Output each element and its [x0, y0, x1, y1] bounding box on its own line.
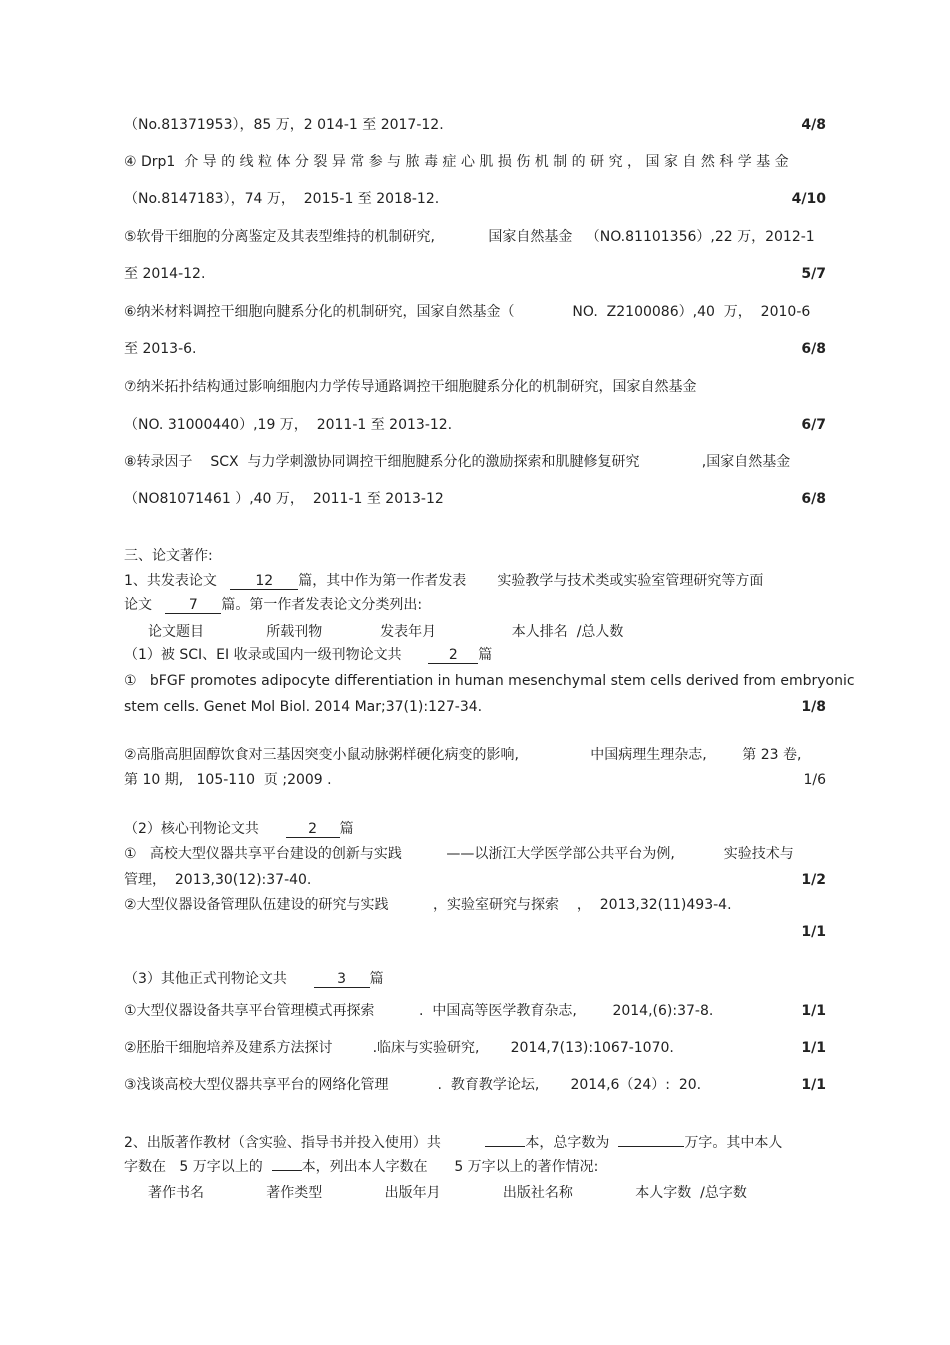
project-7-rank: 6/7 — [801, 417, 826, 433]
section-title: 三、论文著作: — [124, 548, 213, 564]
project-8-details: （NO81071461 ）,40 万， 2011-1 至 2013-12 — [124, 491, 444, 507]
category-2-count: 2 — [286, 821, 340, 838]
papers-total-count: 12 — [230, 573, 298, 590]
papers-column-headers: 论文题目 所载刊物 发表年月 本人排名 /总人数 — [148, 624, 624, 640]
category-3-header — [124, 970, 384, 988]
project-4-rank: 4/10 — [791, 191, 826, 207]
project-5-details: 至 2014-12. — [124, 266, 206, 282]
category-1-label: （1）被 SCI、EI 收录或国内一级刊物论文共 — [124, 647, 402, 663]
category-3-paper-3-rank: 1/1 — [801, 1077, 826, 1093]
books-column-headers: 著作书名 著作类型 出版年月 出版社名称 本人字数 /总字数 — [148, 1185, 747, 1201]
papers-summary-text-b: 篇，其中作为第一作者发表 实验教学与技术类或实验室管理研究等方面 — [298, 573, 764, 589]
project-4-details: （No.8147183），74 万， 2015-1 至 2018-12. — [124, 191, 440, 207]
books-summary-line2 — [124, 1158, 598, 1176]
category-3-label: （3）其他正式刊物论文共 — [124, 971, 287, 987]
books-text-d: 字数在 5 万字以上的 — [124, 1159, 263, 1175]
category-1-unit: 篇 — [478, 647, 493, 663]
books-text-a: 2、出版著作教材（含实验、指导书并投入使用）共 — [124, 1135, 441, 1151]
project-3-line: （No.81371953），85 万，2 014-1 至 2017-12. — [124, 117, 444, 133]
category-1-header — [124, 646, 492, 664]
papers-summary-text-a: 1、共发表论文 — [124, 573, 217, 589]
papers-first-author-count: 7 — [165, 597, 221, 614]
category-2-paper-2-title: ②大型仪器设备管理队伍建设的研究与实践 ，实验室研究与探索 ， 2013,32(11)493-4. — [124, 897, 732, 913]
books-own-count-blank — [272, 1170, 302, 1171]
category-1-paper-1-title: ① bFGF promotes adipocyte differentiation in human mesenchymal stem cells derived from embryonic — [124, 673, 855, 689]
category-2-paper-2-rank: 1/1 — [801, 924, 826, 940]
category-3-paper-1-rank: 1/1 — [801, 1003, 826, 1019]
category-3-count: 3 — [314, 971, 370, 988]
category-2-paper-1-source: 管理， 2013,30(12):37-40. — [124, 872, 312, 888]
category-1-paper-1-source: stem cells. Genet Mol Biol. 2014 Mar;37(1):127-34. — [124, 699, 483, 715]
books-total-words-blank — [618, 1146, 684, 1147]
category-1-paper-2-title: ②高脂高胆固醇饮食对三基因突变小鼠动脉粥样硬化病变的影响, 中国病理生理杂志, 第 23 卷, — [124, 747, 802, 763]
project-7-title: ⑦纳米拓扑结构通过影响细胞内力学传导通路调控干细胞腱系分化的机制研究，国家自然基金 — [124, 379, 697, 395]
category-3-paper-2: ②胚胎干细胞培养及建系方法探讨 .临床与实验研究, 2014,7(13):1067-1070. — [124, 1040, 674, 1056]
category-1-paper-2-rank: 1/6 — [803, 772, 826, 788]
category-3-paper-2-rank: 1/1 — [801, 1040, 826, 1056]
category-3-unit: 篇 — [369, 971, 384, 987]
project-3-rank: 4/8 — [801, 117, 826, 133]
papers-summary-text-d: 篇。第一作者发表论文分类列出: — [221, 597, 423, 613]
category-1-paper-1-rank: 1/8 — [801, 699, 826, 715]
project-7-details: （NO. 31000440）,19 万， 2011-1 至 2013-12. — [124, 417, 453, 433]
category-3-paper-3: ③浅谈高校大型仪器共享平台的网络化管理 . 教育教学论坛, 2014,6（24）: 20. — [124, 1077, 702, 1093]
project-4-title: ④ Drp1 介 导 的 线 粒 体 分 裂 异 常 参 与 脓 毒 症 心 肌 损 伤 机 制 的 研 究 ， 国 家 自 然 科 学 基 金 — [124, 154, 789, 170]
books-summary-line1 — [124, 1134, 782, 1152]
books-text-c: 万字。其中本人 — [684, 1135, 783, 1151]
papers-summary-line1 — [124, 572, 763, 590]
books-count-blank — [485, 1146, 525, 1147]
papers-summary-line2 — [124, 596, 422, 614]
category-2-header — [124, 820, 354, 838]
project-5-rank: 5/7 — [801, 266, 826, 282]
project-8-title: ⑧转录因子 SCX 与力学刺激协同调控干细胞腱系分化的激励探索和肌腱修复研究 ,国家自然基金 — [124, 454, 791, 470]
category-2-label: （2）核心刊物论文共 — [124, 821, 259, 837]
category-2-paper-1-rank: 1/2 — [801, 872, 826, 888]
category-1-count: 2 — [428, 647, 478, 664]
category-3-paper-1: ①大型仪器设备共享平台管理模式再探索 . 中国高等医学教育杂志, 2014,(6):37-8. — [124, 1003, 714, 1019]
project-8-rank: 6/8 — [801, 491, 826, 507]
books-text-e: 本，列出本人字数在 5 万字以上的著作情况: — [301, 1159, 599, 1175]
project-5-title: ⑤软骨干细胞的分离鉴定及其表型维持的机制研究, 国家自然基金 （NO.81101356）,22 万，2012-1 — [124, 229, 815, 245]
category-2-paper-1-title: ① 高校大型仪器共享平台建设的创新与实践 ——以浙江大学医学部公共平台为例, 实验技术与 — [124, 846, 794, 862]
project-6-title: ⑥纳米材料调控干细胞向腱系分化的机制研究，国家自然基金（ NO. Z2100086）,40 万， 2010-6 — [124, 304, 811, 320]
project-6-details: 至 2013-6. — [124, 341, 197, 357]
category-1-paper-2-source: 第 10 期, 105-110 页 ;2009 . — [124, 772, 332, 788]
category-2-unit: 篇 — [339, 821, 354, 837]
papers-summary-text-c: 论文 — [124, 597, 152, 613]
project-6-rank: 6/8 — [801, 341, 826, 357]
books-text-b: 本，总字数为 — [525, 1135, 610, 1151]
